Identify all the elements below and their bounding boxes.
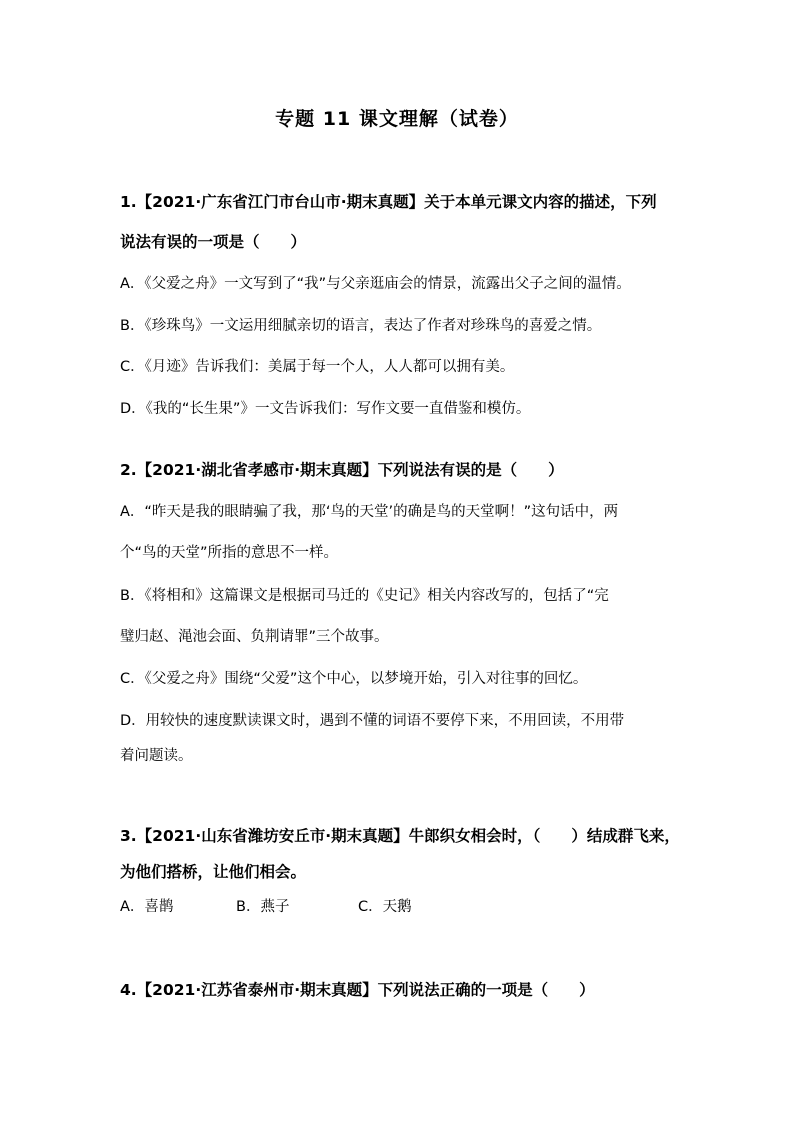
- question-2-option-d-line-1: D．用较快的速度默读课文时，遇到不懂的词语不要停下来，不用回读，不用带: [120, 713, 625, 729]
- question-1-option-b: B．《珍珠鸟》一文运用细腻亲切的语言，表达了作者对珍珠鸟的喜爱之情。: [120, 318, 602, 334]
- question-2-option-a-line-1: A．“昨天是我的眼睛骗了我，那‘鸟的天堂’的确是鸟的天堂啊！”这句话中，两: [120, 504, 619, 520]
- question-4-stem-line-1: 4.【2021·江苏省泰州市·期末真题】下列说法正确的一项是（ ）: [120, 981, 595, 999]
- question-1-stem-line-2: 说法有误的一项是（ ）: [120, 233, 307, 251]
- question-3-option-c: C．天鹅: [358, 899, 412, 915]
- question-3-stem-line-2: 为他们搭桥，让他们相会。: [120, 863, 307, 881]
- question-3-stem-line-1: 3.【2021·山东省潍坊安丘市·期末真题】牛郎织女相会时，（ ）结成群飞来，: [120, 827, 680, 845]
- question-1-option-c: C．《月迹》告诉我们：美属于每一个人，人人都可以拥有美。: [120, 359, 515, 375]
- question-2-option-d-line-2: 着问题读。: [120, 748, 193, 764]
- question-3-option-a: A．喜鹊: [120, 899, 174, 915]
- question-1-option-d: D．《我的“长生果”》一文告诉我们：写作文要一直借鉴和模仿。: [120, 401, 531, 417]
- question-3-options-row: [120, 897, 412, 917]
- question-1-stem-line-1: 1.【2021·广东省江门市台山市·期末真题】关于本单元课文内容的描述，下列: [120, 193, 657, 211]
- question-3-option-b: B．燕子: [236, 899, 290, 915]
- page-title: 专题 11 课文理解（试卷）: [275, 108, 519, 130]
- question-2-option-b-line-1: B．《将相和》这篇课文是根据司马迁的《史记》相关内容改写的，包括了“完: [120, 588, 609, 604]
- question-2-option-a-line-2: 个“鸟的天堂”所指的意思不一样。: [120, 545, 339, 561]
- question-2-option-c: C．《父爱之舟》围绕“父爱”这个中心，以梦境开始，引入对往事的回忆。: [120, 671, 588, 687]
- question-2-stem-line-1: 2.【2021·湖北省孝感市·期末真题】下列说法有误的是（ ）: [120, 461, 564, 479]
- question-2-option-b-line-2: 璧归赵、渑池会面、负荆请罪”三个故事。: [120, 629, 389, 645]
- question-1-option-a: A．《父爱之舟》一文写到了“我”与父亲逛庙会的情景，流露出父子之间的温情。: [120, 276, 631, 292]
